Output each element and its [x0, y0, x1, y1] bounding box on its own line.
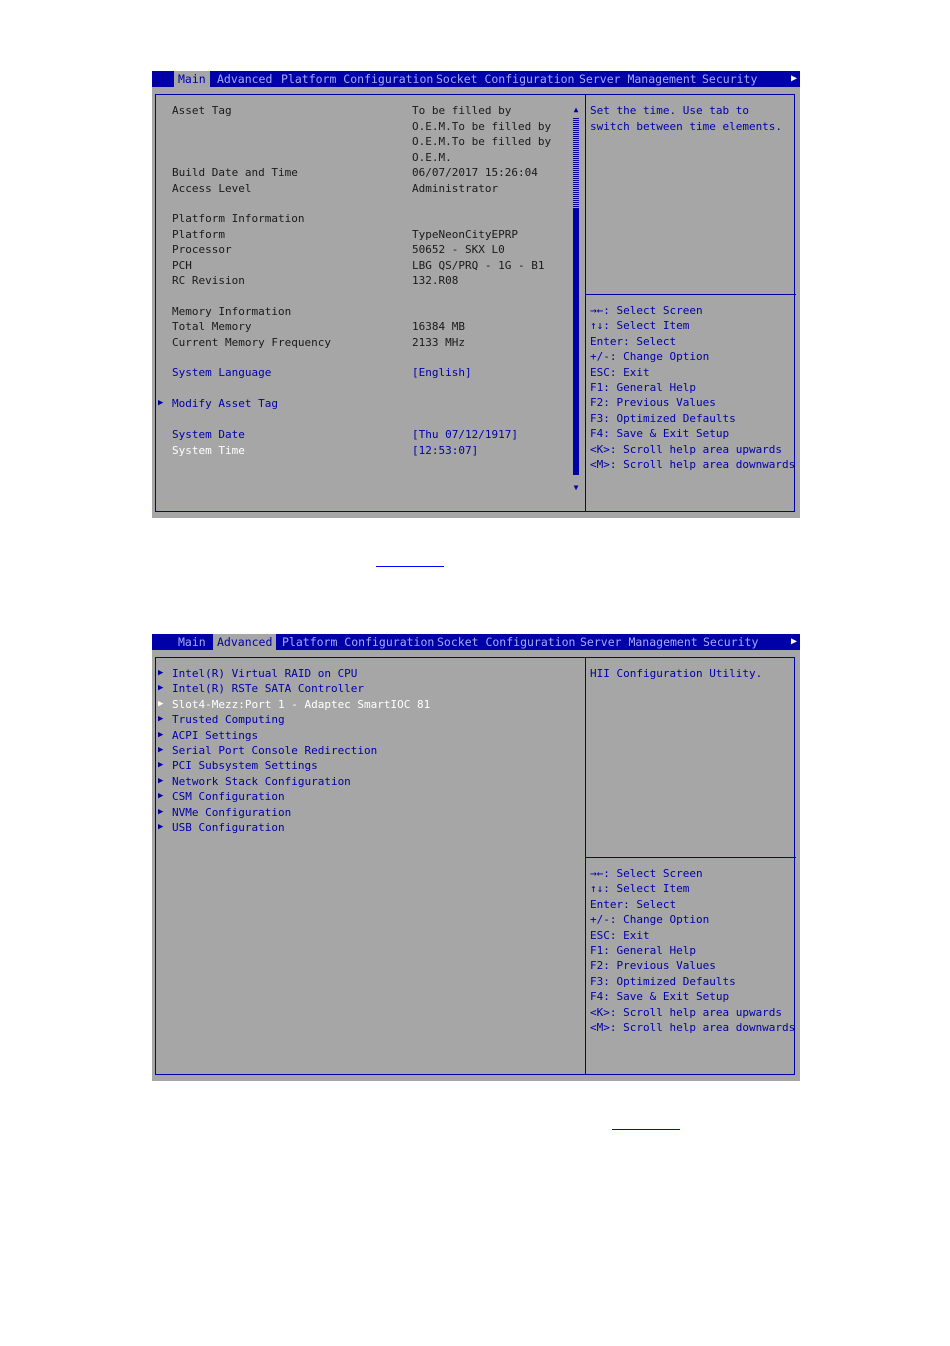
rc-revision-value: 132.R08: [412, 274, 459, 287]
key-hint-scroll-up: <K>: Scroll help area upwards: [590, 442, 783, 456]
scrollbar-track[interactable]: [573, 117, 579, 209]
menu-item-nvme-configuration[interactable]: NVMe Configuration: [172, 805, 292, 819]
key-hint-previous-values: F2: Previous Values: [590, 959, 716, 973]
tab-advanced[interactable]: Advanced: [217, 72, 273, 86]
key-hint-select-item: ↑↓: Select Item: [590, 882, 690, 896]
key-hint-scroll-up: <K>: Scroll help area upwards: [590, 1005, 783, 1019]
key-hint-optimized-defaults: F3: Optimized Defaults: [590, 974, 736, 988]
key-hint-save-exit: F4: Save & Exit Setup: [590, 990, 730, 1004]
bios-screen-advanced: [152, 634, 800, 1081]
pch-value: LBG QS/PRQ - 1G - B1: [412, 258, 545, 272]
scrollbar-thumb[interactable]: [573, 209, 579, 475]
scroll-down-arrow-icon[interactable]: ▼: [573, 483, 579, 492]
key-hint-optimized-defaults: F3: Optimized Defaults: [590, 411, 736, 425]
submenu-arrow-icon: ▶: [158, 745, 164, 755]
bios-screen-main: [152, 71, 800, 518]
help-text: HII Configuration Utility.: [590, 667, 763, 680]
access-level-label: Access Level: [172, 181, 252, 195]
system-language-select[interactable]: [English]: [412, 366, 472, 379]
help-text: switch between time elements.: [590, 119, 783, 133]
tab-main[interactable]: Main: [178, 635, 206, 649]
key-hint-previous-values: F2: Previous Values: [590, 396, 716, 410]
build-date-label: Build Date and Time: [172, 166, 298, 179]
memory-frequency-label: Current Memory Frequency: [172, 335, 331, 349]
tab-server-management[interactable]: Server Management: [579, 72, 697, 86]
key-hint-general-help: F1: General Help: [590, 944, 696, 957]
total-memory-value: 16384 MB: [412, 320, 465, 333]
menu-item-acpi-settings[interactable]: ACPI Settings: [172, 728, 259, 742]
more-tabs-arrow-icon[interactable]: ▶: [790, 73, 797, 84]
hyperlink-underline[interactable]: [376, 566, 444, 567]
rc-revision-label: RC Revision: [172, 274, 245, 287]
system-language-label[interactable]: System Language: [172, 366, 272, 379]
tab-security[interactable]: Security: [703, 635, 759, 649]
key-hint-exit: ESC: Exit: [590, 365, 650, 379]
submenu-arrow-icon: ▶: [158, 806, 164, 817]
processor-label: Processor: [172, 243, 232, 256]
submenu-arrow-icon: ▶: [158, 775, 164, 786]
help-text: Set the time. Use tab to: [590, 104, 749, 117]
key-hint-general-help: F1: General Help: [590, 381, 696, 394]
submenu-arrow-icon: ▶: [158, 698, 164, 709]
menu-bar: [152, 634, 800, 650]
submenu-arrow-icon: ▶: [158, 822, 164, 832]
total-memory-label: Total Memory: [172, 320, 252, 333]
menu-item-slot4-mezz[interactable]: Slot4-Mezz:Port 1 - Adaptec SmartIOC 81: [172, 697, 431, 711]
asset-tag-value: To be filled by: [412, 104, 512, 117]
tab-server-management[interactable]: Server Management: [580, 635, 698, 649]
panel-divider: [585, 95, 586, 511]
platform-information-heading: Platform Information: [172, 212, 305, 225]
key-hint-scroll-down: <M>: Scroll help area downwards: [590, 458, 796, 471]
submenu-arrow-icon: ▶: [158, 668, 164, 678]
submenu-arrow-icon: ▶: [158, 398, 164, 408]
menu-item-trusted-computing[interactable]: Trusted Computing: [172, 713, 285, 727]
hyperlink-underline[interactable]: [612, 1129, 680, 1130]
key-hint-change-option: +/-: Change Option: [590, 913, 710, 927]
tab-main[interactable]: Main: [174, 71, 210, 87]
system-time-label[interactable]: System Time: [172, 443, 245, 457]
platform-value: TypeNeonCityEPRP: [412, 227, 518, 241]
key-hint-save-exit: F4: Save & Exit Setup: [590, 427, 730, 441]
menu-item-rste-sata[interactable]: Intel(R) RSTe SATA Controller: [172, 682, 365, 696]
submenu-arrow-icon: ▶: [158, 729, 164, 740]
tab-socket-configuration[interactable]: Socket Configuration: [436, 72, 575, 86]
asset-tag-label: Asset Tag: [172, 104, 232, 117]
submenu-arrow-icon: ▶: [158, 714, 164, 725]
key-hint-change-option: +/-: Change Option: [590, 350, 710, 364]
modify-asset-tag-item[interactable]: Modify Asset Tag: [172, 397, 278, 410]
asset-tag-value: O.E.M.To be filled by: [412, 119, 552, 133]
platform-label: Platform: [172, 227, 225, 241]
menu-item-usb-configuration[interactable]: USB Configuration: [172, 821, 285, 834]
access-level-value: Administrator: [412, 181, 499, 195]
menu-item-serial-port[interactable]: Serial Port Console Redirection: [172, 744, 378, 757]
scroll-up-arrow-icon[interactable]: ▲: [573, 105, 579, 114]
key-hint-enter: Enter: Select: [590, 334, 677, 348]
tab-platform-configuration[interactable]: Platform Configuration: [282, 635, 435, 649]
system-date-label[interactable]: System Date: [172, 428, 245, 441]
help-divider: [586, 294, 796, 295]
menu-item-network-stack[interactable]: Network Stack Configuration: [172, 774, 351, 788]
system-date-value[interactable]: [Thu 07/12/1917]: [412, 428, 518, 441]
submenu-arrow-icon: ▶: [158, 683, 164, 694]
more-tabs-arrow-icon[interactable]: ▶: [790, 636, 797, 647]
tab-platform-configuration[interactable]: Platform Configuration: [281, 72, 434, 86]
submenu-arrow-icon: ▶: [158, 791, 164, 802]
memory-frequency-value: 2133 MHz: [412, 335, 465, 349]
pch-label: PCH: [172, 258, 192, 272]
key-hint-scroll-down: <M>: Scroll help area downwards: [590, 1021, 796, 1034]
menu-bar: [152, 71, 800, 87]
key-hint-select-item: ↑↓: Select Item: [590, 319, 690, 333]
tab-socket-configuration[interactable]: Socket Configuration: [437, 635, 576, 649]
tab-security[interactable]: Security: [702, 72, 758, 86]
key-hint-select-screen: →←: Select Screen: [590, 867, 703, 880]
system-time-value[interactable]: [12:53:07]: [412, 443, 479, 457]
menu-item-pci-subsystem[interactable]: PCI Subsystem Settings: [172, 759, 318, 773]
menu-item-virtual-raid[interactable]: Intel(R) Virtual RAID on CPU: [172, 667, 358, 680]
menu-item-csm-configuration[interactable]: CSM Configuration: [172, 790, 285, 804]
asset-tag-value: O.E.M.: [412, 150, 452, 164]
key-hint-exit: ESC: Exit: [590, 928, 650, 942]
memory-information-heading: Memory Information: [172, 304, 292, 318]
key-hint-select-screen: →←: Select Screen: [590, 304, 703, 317]
content-frame: [155, 657, 795, 1075]
help-divider: [586, 857, 796, 858]
key-hint-enter: Enter: Select: [590, 897, 677, 911]
scrollbar[interactable]: [572, 105, 580, 492]
panel-divider: [585, 658, 586, 1074]
build-date-value: 06/07/2017 15:26:04: [412, 166, 538, 179]
tab-advanced[interactable]: Advanced: [213, 634, 276, 650]
asset-tag-value: O.E.M.To be filled by: [412, 135, 552, 148]
submenu-arrow-icon: ▶: [158, 760, 164, 771]
processor-value: 50652 - SKX L0: [412, 243, 505, 256]
content-frame: [155, 94, 795, 512]
